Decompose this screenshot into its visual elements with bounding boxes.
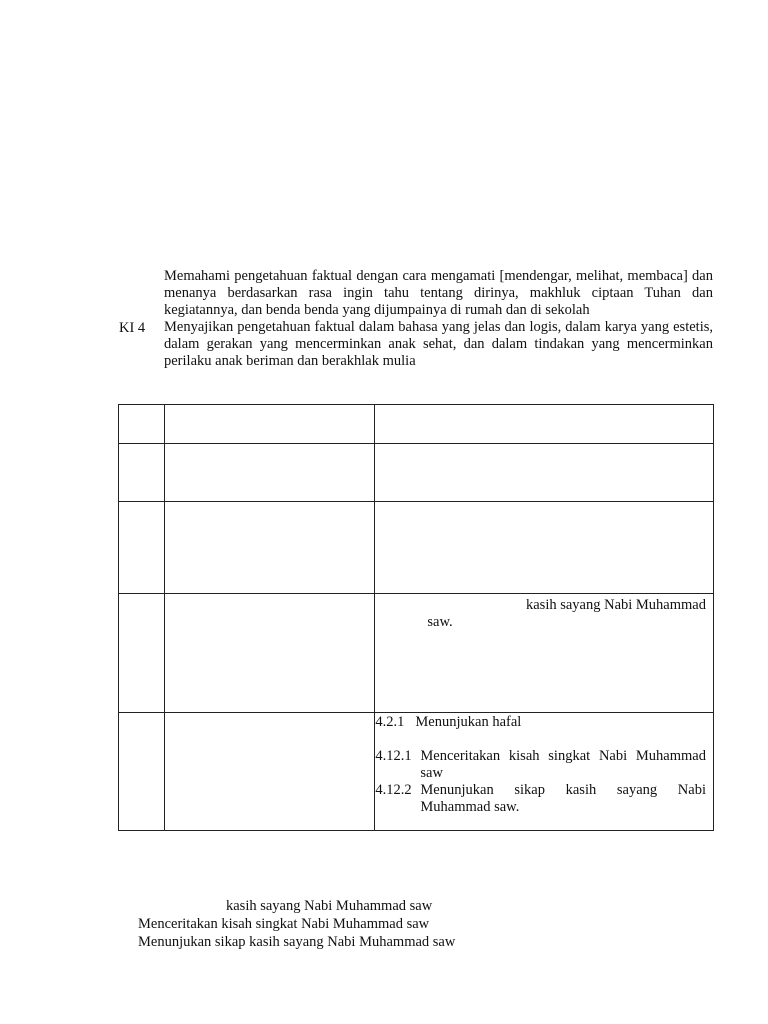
- table-cell: [119, 444, 165, 502]
- table-cell: [165, 444, 375, 502]
- table-cell: [119, 713, 165, 831]
- indicator-number: 4.12.1: [375, 748, 412, 764]
- table-cell: [119, 405, 165, 444]
- table-cell: [119, 502, 165, 594]
- table-row: [119, 405, 714, 444]
- table-cell: [375, 405, 714, 444]
- indicator-item: [375, 748, 706, 782]
- table-cell: [375, 502, 714, 594]
- ki3-text: Memahami pengetahuan faktual dengan cara mengamati [mendengar, melihat, membaca] dan menanya berdasarkan rasa ingin tahu tentang dirinya, makhluk ciptaan Tuhan dan kegiatannya, dan benda benda yang dijumpainya di rumah dan di sekolah: [164, 268, 713, 318]
- bottom-line: Menceritakan kisah singkat Nabi Muhammad saw: [138, 916, 430, 932]
- ki4-text: Menyajikan pengetahuan faktual dalam bahasa yang jelas dan logis, dalam karya yang estetis, dalam gerakan yang mencerminkan anak sehat, dan dalam tindakan yang mencerminkan perilaku anak beriman dan berakhlak mulia: [164, 319, 713, 369]
- table-cell: [165, 502, 375, 594]
- ki-label: KI 4: [119, 320, 146, 336]
- table-row: [119, 594, 714, 713]
- table-cell: [165, 405, 375, 444]
- indicator-number: 4.12.2: [375, 782, 412, 798]
- indicator-text: Menunjukan sikap kasih sayang Nabi Muhammad saw.: [420, 782, 706, 815]
- indicator-text: Menunjukan hafal: [415, 714, 522, 730]
- table-cell-text: saw.: [427, 614, 453, 630]
- bottom-list: [138, 897, 455, 951]
- competency-table: [118, 404, 714, 831]
- table-cell: [375, 713, 714, 831]
- table-cell: [165, 594, 375, 713]
- indicator-item: [375, 782, 706, 816]
- indicator-item: [375, 714, 706, 731]
- table-cell: [375, 444, 714, 502]
- table-row: [119, 444, 714, 502]
- table-cell: [375, 594, 714, 713]
- table-cell-text: kasih sayang Nabi Muhammad: [525, 597, 706, 613]
- table-row: [119, 713, 714, 831]
- table-row: [119, 502, 714, 594]
- table-cell: [165, 713, 375, 831]
- bottom-line: kasih sayang Nabi Muhammad saw: [226, 898, 433, 914]
- indicator-text: Menceritakan kisah singkat Nabi Muhammad saw: [420, 748, 706, 781]
- ki-section: [119, 268, 713, 370]
- indicator-number: 4.2.1: [375, 714, 405, 730]
- table-cell: [119, 594, 165, 713]
- bottom-line: Menunjukan sikap kasih sayang Nabi Muhammad saw: [138, 934, 456, 950]
